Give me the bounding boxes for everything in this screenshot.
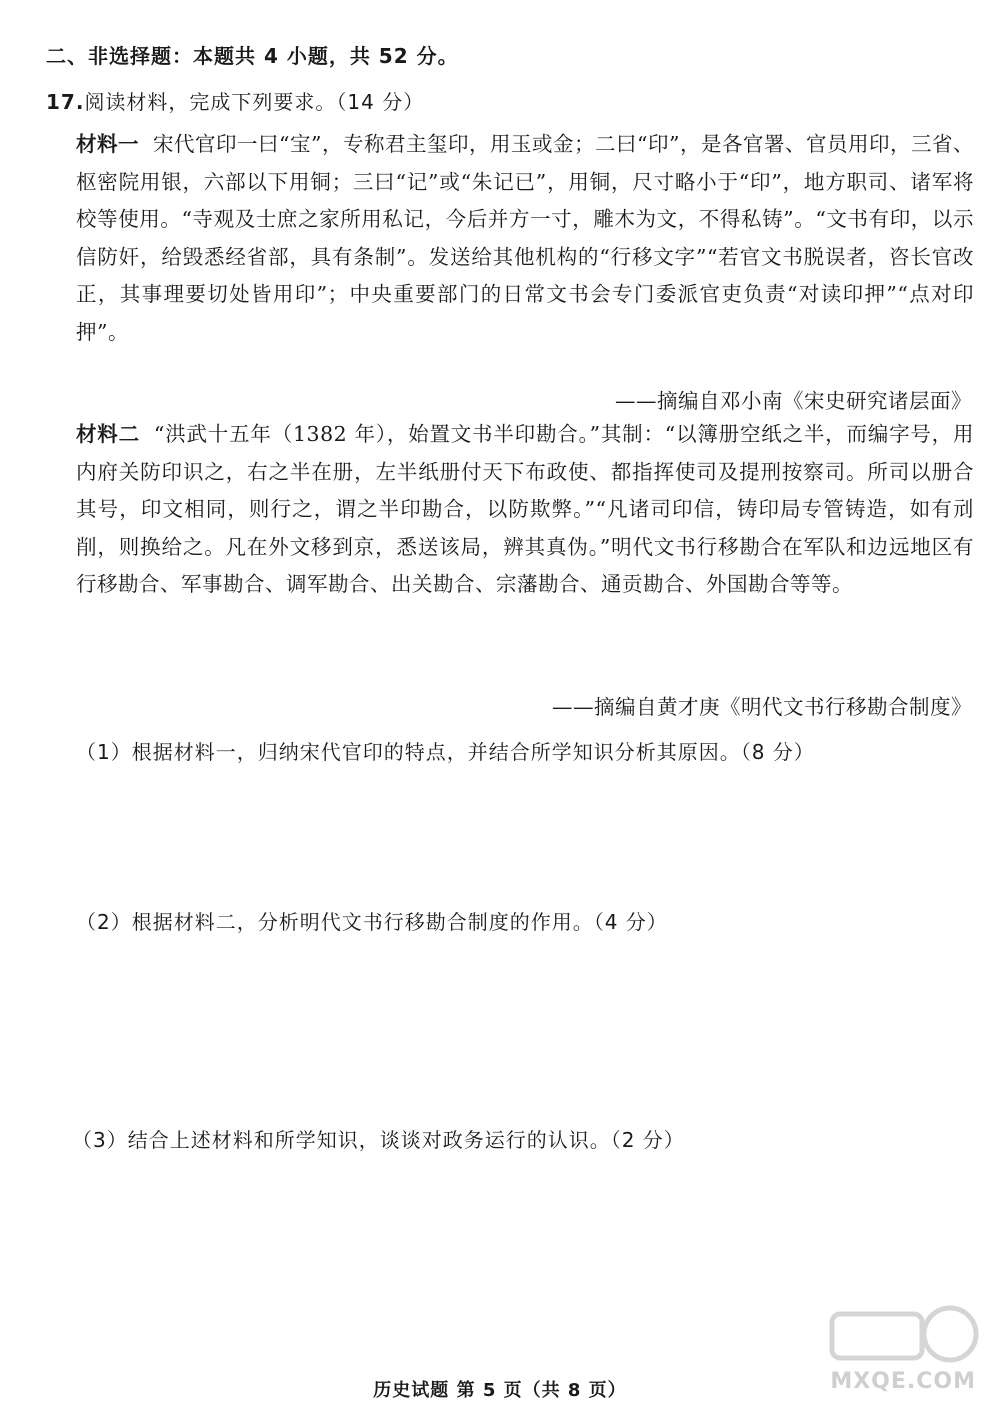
sub-question-1: （1）根据材料一，归纳宋代官印的特点，并结合所学知识分析其原因。（8 分） [76,740,815,764]
material-1-label: 材料一 [76,132,140,156]
material-2-text: “洪武十五年（1382 年），始置文书半印勘合。”其制：“以簿册空纸之半，而编字号，用内府关防印识之，右之半在册，左半纸册付天下布政使、都指挥使司及提刑按察司。所司以册合其号，印文相同，则行之，谓之半印勘合，以防欺弊。”“凡诸司印信，铸印局专管铸造，如有刓削，则换给之。凡在外文移到京，悉送该局，辨其真伪。”明代文书行移勘合在军队和边远地区有行移勘合、军事勘合、调军勘合、出关勘合、宗藩勘合、通贡勘合、外国勘合等等。 [76,422,974,596]
page-footer: 历史试题 第 5 页（共 8 页） [373,1380,627,1401]
material-1-text: 宋代官印一曰“宝”，专称君主玺印，用玉或金；二曰“印”，是各官署、官员用印，三省、枢密院用银，六部以下用铜；三曰“记”或“朱记已”，用铜，尺寸略小于“印”，地方职司、诸军将校等使用。“寺观及士庶之家所用私记，今后并方一寸，雕木为文，不得私铸”。“文书有印，以示信防奸，给毁悉经省部，具有条制”。发送给其他机构的“行移文字”“若官文书脱误者，咨长官改正，其事理要切处皆用印”；中央重要部门的日常文书会专门委派官吏负责“对读印押”“点对印押”。 [76,132,975,344]
material-2-source: ——摘编自黄才庚《明代文书行移勘合制度》 [552,695,972,719]
section-title: 二、非选择题：本题共 4 小题，共 52 分。 [46,44,459,68]
question-prompt: 阅读材料，完成下列要求。（14 分） [84,90,425,114]
question-title [46,86,424,115]
sub-question-3: （3）结合上述材料和所学知识，谈谈对政务运行的认识。（2 分） [72,1128,685,1152]
material-1-source: ——摘编自邓小南《宋史研究诸层面》 [615,389,972,413]
question-number: 17. [46,90,85,114]
material-2 [76,416,974,604]
material-2-label: 材料二 [76,422,140,446]
material-1 [76,126,974,351]
watermark-text: MXQE.COM [830,1369,976,1394]
sub-question-2: （2）根据材料二，分析明代文书行移勘合制度的作用。（4 分） [76,910,668,934]
